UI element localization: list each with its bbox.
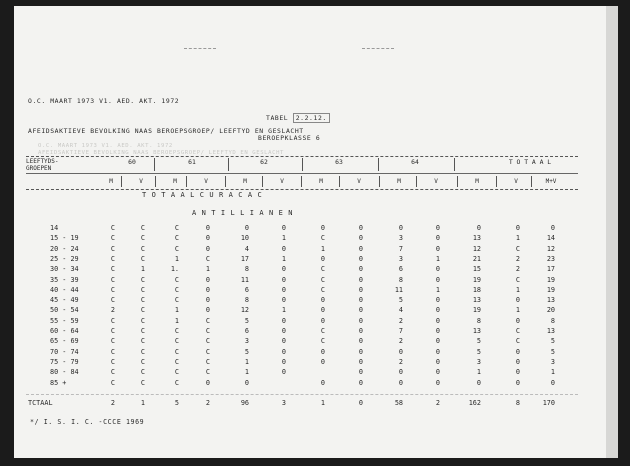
year-column-header: 62 bbox=[260, 158, 268, 166]
table-cell: C bbox=[110, 357, 115, 366]
table-cell: 0 bbox=[398, 224, 403, 232]
table-cell: 0 bbox=[281, 296, 286, 305]
table-cell: C bbox=[140, 254, 145, 263]
table-cell: C bbox=[174, 244, 179, 253]
table-cell: 162 bbox=[468, 399, 481, 407]
table-cell: 1 bbox=[515, 285, 520, 294]
sex-column-header: M bbox=[173, 178, 177, 185]
table-cell: 0 bbox=[320, 316, 325, 325]
table-cell: 0 bbox=[358, 378, 363, 387]
table-cell: 1 bbox=[320, 244, 325, 253]
table-cell: 0 bbox=[435, 316, 440, 325]
table-cell: 5 bbox=[174, 399, 179, 407]
scanned-page bbox=[14, 6, 618, 458]
header-mid-rule bbox=[26, 173, 578, 174]
table-cell: 2 bbox=[398, 357, 403, 366]
table-cell: 6 bbox=[398, 265, 403, 274]
table-cell: 1 bbox=[320, 399, 325, 407]
table-cell: 0 bbox=[205, 224, 210, 232]
table-cell: 0 bbox=[281, 337, 286, 346]
table-cell: 3 bbox=[398, 234, 403, 243]
table-cell: C bbox=[140, 296, 145, 305]
table-cell: 0 bbox=[281, 357, 286, 366]
age-group-label: 75 - 79 bbox=[50, 357, 79, 366]
table-cell: C bbox=[140, 285, 145, 294]
table-cell: 0 bbox=[281, 316, 286, 325]
table-cell: 23 bbox=[546, 254, 555, 263]
age-header-line-1: LEEFTYDS- bbox=[26, 158, 59, 165]
table-cell: 0 bbox=[435, 357, 440, 366]
table-cell: 1 bbox=[174, 316, 179, 325]
sex-divider bbox=[457, 176, 458, 187]
table-cell: 0 bbox=[435, 337, 440, 346]
table-cell: 1 bbox=[140, 265, 145, 274]
year-column-header: T O T A A L bbox=[508, 158, 552, 166]
table-cell: C bbox=[110, 368, 115, 377]
table-cell: 19 bbox=[546, 275, 555, 284]
table-cell: 1 bbox=[281, 254, 286, 263]
table-label-row bbox=[266, 114, 330, 122]
table-cell: 0 bbox=[358, 275, 363, 284]
sex-divider bbox=[186, 176, 187, 187]
table-cell: 0 bbox=[398, 378, 403, 387]
page-fold-edge bbox=[606, 6, 618, 458]
group-heading: A N T I L L I A N E N bbox=[192, 209, 294, 217]
top-mark-left bbox=[184, 48, 216, 49]
table-cell: 0 bbox=[435, 265, 440, 274]
table-cell: C bbox=[320, 337, 325, 346]
table-cell: 1 bbox=[174, 254, 179, 263]
table-cell: 21 bbox=[472, 254, 481, 263]
table-cell: 1 bbox=[435, 254, 440, 263]
table-cell: C bbox=[174, 296, 179, 305]
table-cell: 8 bbox=[244, 296, 249, 305]
table-cell: 0 bbox=[205, 275, 210, 284]
header-bottom-rule bbox=[26, 189, 578, 190]
table-cell: 0 bbox=[281, 244, 286, 253]
table-cell: C bbox=[174, 337, 179, 346]
table-cell: 17 bbox=[546, 265, 555, 274]
table-cell: 5 bbox=[550, 337, 555, 346]
table-cell: 0 bbox=[515, 296, 520, 305]
table-cell: C bbox=[140, 357, 145, 366]
table-cell: 6 bbox=[244, 285, 249, 294]
table-cell: 14 bbox=[546, 234, 555, 243]
table-cell: 5 bbox=[550, 347, 555, 356]
table-cell: C bbox=[515, 275, 520, 284]
table-cell: 1 bbox=[140, 399, 145, 407]
table-cell: C bbox=[140, 378, 145, 387]
table-cell: 1 bbox=[281, 234, 286, 243]
table-cell: C bbox=[205, 347, 210, 356]
table-cell: 2 bbox=[435, 399, 440, 407]
table-cell: C bbox=[205, 357, 210, 366]
table-cell: C bbox=[110, 234, 115, 243]
table-cell: C bbox=[205, 368, 210, 377]
table-cell: C bbox=[110, 347, 115, 356]
table-cell: 0 bbox=[320, 357, 325, 366]
sex-divider bbox=[379, 176, 380, 187]
table-cell: 0 bbox=[435, 275, 440, 284]
table-cell: 0 bbox=[205, 306, 210, 315]
table-cell: C bbox=[140, 244, 145, 253]
table-cell: 0 bbox=[281, 224, 286, 232]
table-cell: 0 bbox=[281, 368, 286, 377]
sex-divider bbox=[301, 176, 302, 187]
sex-divider bbox=[121, 176, 122, 187]
table-cell: 0 bbox=[435, 224, 440, 232]
table-cell: 0 bbox=[515, 378, 520, 387]
age-group-label: 20 - 24 bbox=[50, 244, 79, 253]
table-cell: C bbox=[320, 234, 325, 243]
table-cell: C bbox=[110, 265, 115, 274]
table-cell: 8 bbox=[515, 399, 520, 407]
sex-column-header: V bbox=[139, 178, 143, 185]
table-cell: 2 bbox=[515, 254, 520, 263]
table-cell: 1 bbox=[515, 234, 520, 243]
age-header-line-2: GROEPEN bbox=[26, 165, 52, 172]
table-cell: 1 bbox=[244, 357, 249, 366]
table-cell: 0 bbox=[281, 347, 286, 356]
table-cell: C bbox=[174, 234, 179, 243]
table-cell: 1. bbox=[170, 265, 179, 274]
footer-note: */ I. S. I. C. -CCCE 1969 bbox=[30, 418, 145, 426]
age-group-label: 65 - 69 bbox=[50, 337, 79, 346]
table-cell: C bbox=[174, 357, 179, 366]
table-cell: C bbox=[205, 337, 210, 346]
sex-column-header: V bbox=[357, 178, 361, 185]
sex-column-header: M bbox=[109, 178, 113, 185]
table-cell: 4 bbox=[398, 306, 403, 315]
table-cell: 0 bbox=[281, 285, 286, 294]
sex-column-header: M bbox=[397, 178, 401, 185]
table-cell: 3 bbox=[281, 399, 286, 407]
table-cell: 0 bbox=[515, 368, 520, 377]
table-cell: C bbox=[320, 285, 325, 294]
table-cell: 8 bbox=[398, 275, 403, 284]
table-cell: 1 bbox=[550, 368, 555, 377]
table-cell: 2 bbox=[110, 306, 115, 315]
table-cell: C bbox=[110, 337, 115, 346]
age-group-label: 55 - 59 bbox=[50, 316, 79, 325]
sex-column-header: M bbox=[319, 178, 323, 185]
table-cell: 13 bbox=[472, 327, 481, 335]
table-cell: C bbox=[320, 275, 325, 284]
table-cell: 17 bbox=[240, 254, 249, 263]
table-cell: C bbox=[110, 285, 115, 294]
table-cell: 0 bbox=[358, 357, 363, 366]
region-heading: T O T A A L C U R A C A C bbox=[142, 191, 263, 199]
table-cell: 0 bbox=[435, 368, 440, 377]
age-group-label: TCTAAL bbox=[28, 399, 53, 407]
table-cell: 0 bbox=[550, 224, 555, 232]
table-cell: C bbox=[110, 316, 115, 325]
age-group-label: 50 - 54 bbox=[50, 306, 79, 315]
table-cell: 12 bbox=[546, 244, 555, 253]
table-cell: 0 bbox=[358, 224, 363, 232]
year-divider bbox=[154, 158, 155, 171]
age-group-label: 35 - 39 bbox=[50, 275, 79, 284]
table-cell: 58 bbox=[394, 399, 403, 407]
table-title: AFEIDSAKTIEVE BEVOLKING NAAS BEROEPSGROEP/ LEEFTYD EN GESLACHT bbox=[28, 127, 304, 135]
table-cell: 15 bbox=[472, 265, 481, 274]
sex-column-header: V bbox=[434, 178, 438, 185]
table-cell: 0 bbox=[281, 265, 286, 274]
table-cell: 2 bbox=[515, 265, 520, 274]
age-group-label: 30 - 34 bbox=[50, 265, 79, 274]
table-cell: C bbox=[174, 224, 179, 232]
ghost-line: O.C. MAART 1973 V1. AED. AKT. 1972 bbox=[38, 143, 173, 149]
table-cell: C bbox=[174, 378, 179, 387]
sex-column-header: V bbox=[204, 178, 208, 185]
source-line: O.C. MAART 1973 V1. AED. AKT. 1972 bbox=[28, 97, 180, 105]
table-cell: 1 bbox=[435, 285, 440, 294]
table-cell: 0 bbox=[358, 254, 363, 263]
table-cell: 0 bbox=[515, 316, 520, 325]
table-cell: 3 bbox=[244, 337, 249, 346]
table-cell: 12 bbox=[240, 306, 249, 315]
age-group-label: 25 - 29 bbox=[50, 254, 79, 263]
year-divider bbox=[302, 158, 303, 171]
sex-divider bbox=[416, 176, 417, 187]
ghost-line: AFEIDSAKTIEVE BEVOLKING NAAS BEROEPSGROEP/ LEEFTYD EN GESLACHT bbox=[38, 150, 284, 156]
table-cell: 0 bbox=[358, 337, 363, 346]
table-cell: C bbox=[140, 327, 145, 335]
table-cell: 0 bbox=[358, 244, 363, 253]
table-cell: 0 bbox=[281, 327, 286, 335]
table-cell: 0 bbox=[358, 234, 363, 243]
table-cell: 0 bbox=[435, 347, 440, 356]
table-cell: 0 bbox=[435, 378, 440, 387]
year-column-header: 60 bbox=[128, 158, 136, 166]
table-cell: 0 bbox=[205, 296, 210, 305]
table-cell: C bbox=[205, 327, 210, 335]
sex-divider bbox=[531, 176, 532, 187]
table-cell: C bbox=[110, 378, 115, 387]
table-cell: 0 bbox=[320, 378, 325, 387]
table-cell: 19 bbox=[472, 306, 481, 315]
table-cell: 0 bbox=[358, 327, 363, 335]
table-cell: C bbox=[140, 337, 145, 346]
table-cell: 0 bbox=[358, 265, 363, 274]
table-cell: C bbox=[320, 265, 325, 274]
year-column-header: 61 bbox=[188, 158, 196, 166]
table-cell: 5 bbox=[244, 316, 249, 325]
table-cell: 0 bbox=[244, 378, 249, 387]
table-cell: C bbox=[515, 244, 520, 253]
year-column-header: 63 bbox=[335, 158, 343, 166]
table-cell: C bbox=[174, 285, 179, 294]
table-cell: 2 bbox=[398, 337, 403, 346]
sex-column-header: M bbox=[475, 178, 479, 185]
header-top-rule bbox=[26, 156, 578, 157]
age-group-label: 60 - 64 bbox=[50, 327, 79, 335]
year-divider bbox=[378, 158, 379, 171]
table-cell: 1 bbox=[205, 265, 210, 274]
age-group-label: 80 - 84 bbox=[50, 368, 79, 377]
table-cell: 5 bbox=[476, 337, 481, 346]
table-cell: 0 bbox=[435, 306, 440, 315]
table-cell: 0 bbox=[515, 347, 520, 356]
table-cell: 0 bbox=[435, 296, 440, 305]
table-cell: C bbox=[110, 244, 115, 253]
table-cell: 13 bbox=[546, 296, 555, 305]
table-cell: 0 bbox=[358, 296, 363, 305]
table-cell: 0 bbox=[435, 244, 440, 253]
table-cell: C bbox=[140, 316, 145, 325]
table-cell: 0 bbox=[476, 224, 481, 232]
table-cell: 20 bbox=[546, 306, 555, 315]
age-group-label: 15 - 19 bbox=[50, 234, 79, 243]
table-cell: 0 bbox=[358, 285, 363, 294]
table-cell: 5 bbox=[476, 347, 481, 356]
table-cell: 0 bbox=[398, 347, 403, 356]
age-group-label: 40 - 44 bbox=[50, 285, 79, 294]
sex-column-header: V bbox=[280, 178, 284, 185]
table-cell: 0 bbox=[476, 378, 481, 387]
total-rule bbox=[26, 394, 578, 395]
table-cell: 18 bbox=[472, 285, 481, 294]
table-cell: 6 bbox=[244, 327, 249, 335]
table-cell: C bbox=[110, 275, 115, 284]
table-cell: 5 bbox=[244, 347, 249, 356]
table-cell: 0 bbox=[320, 347, 325, 356]
table-cell: C bbox=[140, 275, 145, 284]
table-cell: C bbox=[140, 234, 145, 243]
table-cell: C bbox=[174, 275, 179, 284]
table-cell: 8 bbox=[476, 316, 481, 325]
table-cell: 0 bbox=[205, 378, 210, 387]
age-group-label: 70 - 74 bbox=[50, 347, 79, 356]
table-cell: 0 bbox=[435, 234, 440, 243]
table-cell: C bbox=[110, 254, 115, 263]
table-cell: 7 bbox=[398, 244, 403, 253]
table-cell: 0 bbox=[320, 254, 325, 263]
table-cell: C bbox=[174, 327, 179, 335]
table-cell: 0 bbox=[358, 399, 363, 407]
table-cell: 2 bbox=[398, 316, 403, 325]
sex-column-header: M+V bbox=[545, 178, 557, 185]
table-cell: 0 bbox=[281, 275, 286, 284]
table-subtitle: BEROEPKLASSE 6 bbox=[258, 134, 321, 142]
table-cell: 8 bbox=[550, 316, 555, 325]
year-divider bbox=[454, 158, 455, 171]
table-cell: 0 bbox=[358, 316, 363, 325]
table-cell: 10 bbox=[240, 234, 249, 243]
table-cell: 0 bbox=[320, 296, 325, 305]
table-cell: C bbox=[140, 224, 145, 232]
table-cell: 0 bbox=[358, 368, 363, 377]
table-cell: 11 bbox=[394, 285, 403, 294]
age-group-label: 45 - 49 bbox=[50, 296, 79, 305]
sex-divider bbox=[155, 176, 156, 187]
table-cell: 0 bbox=[550, 378, 555, 387]
year-divider bbox=[228, 158, 229, 171]
table-cell: 0 bbox=[435, 327, 440, 335]
table-cell: 2 bbox=[205, 399, 210, 407]
table-cell: 0 bbox=[515, 224, 520, 232]
table-cell: C bbox=[110, 327, 115, 335]
table-cell: 2 bbox=[110, 399, 115, 407]
table-cell: 5 bbox=[398, 296, 403, 305]
table-cell: 96 bbox=[240, 399, 249, 407]
sex-column-header: V bbox=[514, 178, 518, 185]
age-group-label: 85 + bbox=[50, 378, 67, 387]
table-cell: 0 bbox=[205, 285, 210, 294]
table-cell: C bbox=[205, 254, 210, 263]
sex-column-header: M bbox=[243, 178, 247, 185]
table-cell: 8 bbox=[244, 265, 249, 274]
table-cell: 0 bbox=[515, 357, 520, 366]
table-cell: 0 bbox=[320, 224, 325, 232]
table-cell: 0 bbox=[205, 234, 210, 243]
sex-divider bbox=[496, 176, 497, 187]
sex-divider bbox=[262, 176, 263, 187]
sex-divider bbox=[225, 176, 226, 187]
table-cell: 12 bbox=[472, 244, 481, 253]
table-cell: 1 bbox=[476, 368, 481, 377]
top-mark-right bbox=[362, 48, 394, 49]
table-cell: 3 bbox=[398, 254, 403, 263]
table-cell: 4 bbox=[244, 244, 249, 253]
table-cell: 0 bbox=[205, 244, 210, 253]
table-label: TABEL bbox=[266, 114, 289, 122]
table-cell: C bbox=[110, 224, 115, 232]
table-cell: 1 bbox=[244, 368, 249, 377]
table-cell: 13 bbox=[546, 327, 555, 335]
sex-divider bbox=[339, 176, 340, 187]
table-cell: 0 bbox=[244, 224, 249, 232]
year-column-header: 64 bbox=[411, 158, 419, 166]
table-cell: C bbox=[515, 327, 520, 335]
table-cell: 19 bbox=[472, 275, 481, 284]
table-cell: C bbox=[205, 316, 210, 325]
table-cell: C bbox=[140, 306, 145, 315]
table-cell: 7 bbox=[398, 327, 403, 335]
table-number: 2.2.12. bbox=[293, 113, 330, 123]
table-cell: C bbox=[320, 327, 325, 335]
table-cell: C bbox=[174, 368, 179, 377]
table-cell: C bbox=[515, 337, 520, 346]
table-cell: 0 bbox=[320, 306, 325, 315]
table-cell: 1 bbox=[174, 306, 179, 315]
table-cell: 0 bbox=[358, 306, 363, 315]
table-cell: 3 bbox=[476, 357, 481, 366]
table-cell: 3 bbox=[550, 357, 555, 366]
table-cell: 0 bbox=[358, 347, 363, 356]
table-cell: 11 bbox=[240, 275, 249, 284]
table-cell: 19 bbox=[546, 285, 555, 294]
table-cell: 0 bbox=[398, 368, 403, 377]
table-cell: C bbox=[140, 368, 145, 377]
table-cell: C bbox=[110, 296, 115, 305]
table-cell: 13 bbox=[472, 296, 481, 305]
table-cell: 170 bbox=[542, 399, 555, 407]
table-cell: C bbox=[174, 347, 179, 356]
table-cell: 1 bbox=[515, 306, 520, 315]
age-group-label: 14 bbox=[50, 224, 59, 232]
table-cell: C bbox=[140, 347, 145, 356]
table-cell: 13 bbox=[472, 234, 481, 243]
table-cell: 1 bbox=[281, 306, 286, 315]
